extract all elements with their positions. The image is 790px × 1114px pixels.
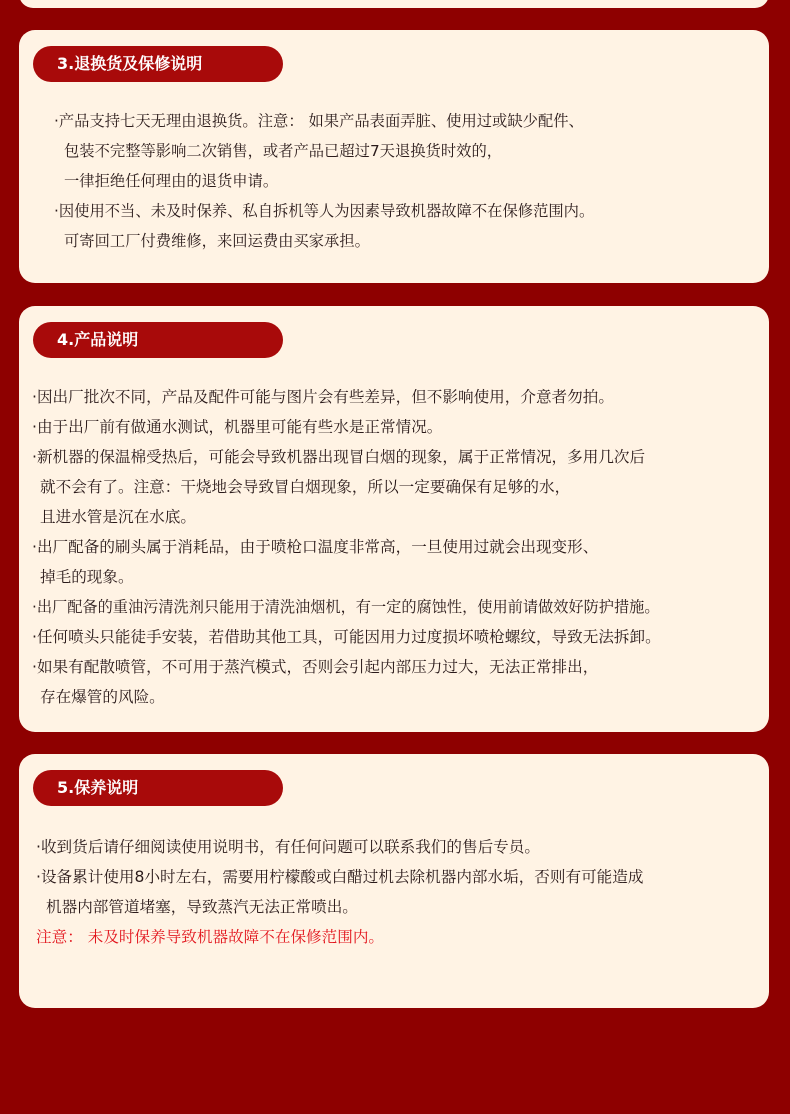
text-line: 存在爆管的风险。 xyxy=(40,688,165,706)
maintenance-card xyxy=(19,754,769,1008)
returns-warranty-card xyxy=(19,30,769,283)
text-line: ·新机器的保温棉受热后，可能会导致机器出现冒白烟的现象，属于正常情况，多用几次后 xyxy=(32,448,646,466)
text-line: 机器内部管道堵塞，导致蒸汽无法正常喷出。 xyxy=(46,898,358,916)
text-line: ·由于出厂前有做通水测试，机器里可能有些水是正常情况。 xyxy=(32,418,443,436)
previous-section-card xyxy=(19,0,769,8)
text-line: 可寄回工厂付费维修，来回运费由买家承担。 xyxy=(64,232,370,250)
text-line: ·产品支持七天无理由退换货。注意： 如果产品表面弄脏、使用过或缺少配件、 xyxy=(54,112,584,130)
text-line: ·收到货后请仔细阅读使用说明书，有任何问题可以联系我们的售后专员。 xyxy=(36,838,540,856)
text-line: ·出厂配备的重油污清洗剂只能用于清洗油烟机，有一定的腐蚀性，使用前请做效好防护措施。 xyxy=(32,598,660,616)
text-line: ·出厂配备的刷头属于消耗品，由于喷枪口温度非常高，一旦使用过就会出现变形、 xyxy=(32,538,599,556)
text-line: ·如果有配散喷管，不可用于蒸汽模式，否则会引起内部压力过大，无法正常排出， xyxy=(32,658,599,676)
text-line: ·设备累计使用8小时左右，需要用柠檬酸或白醋过机去除机器内部水垢，否则有可能造成 xyxy=(36,868,644,886)
section-title: 5.保养说明 xyxy=(33,770,283,806)
text-line: 掉毛的现象。 xyxy=(40,568,134,586)
text-line: ·因使用不当、未及时保养、私自拆机等人为因素导致机器故障不在保修范围内。 xyxy=(54,202,595,220)
text-line: ·因出厂批次不同，产品及配件可能与图片会有些差异，但不影响使用，介意者勿拍。 xyxy=(32,388,614,406)
text-line: 包装不完整等影响二次销售，或者产品已超过7天退换货时效的， xyxy=(64,142,503,160)
text-line: ·任何喷头只能徒手安装，若借助其他工具，可能因用力过度损坏喷枪螺纹，导致无法拆卸。 xyxy=(32,628,661,646)
warranty-note: 注意： 未及时保养导致机器故障不在保修范围内。 xyxy=(36,928,385,946)
text-line: 且进水管是沉在水底。 xyxy=(40,508,196,526)
section-title: 4.产品说明 xyxy=(33,322,283,358)
text-line: 就不会有了。注意：干烧地会导致冒白烟现象，所以一定要确保有足够的水， xyxy=(40,478,571,496)
section-title: 3.退换货及保修说明 xyxy=(33,46,283,82)
text-line: 一律拒绝任何理由的退货申请。 xyxy=(64,172,279,190)
product-description-card xyxy=(19,306,769,732)
